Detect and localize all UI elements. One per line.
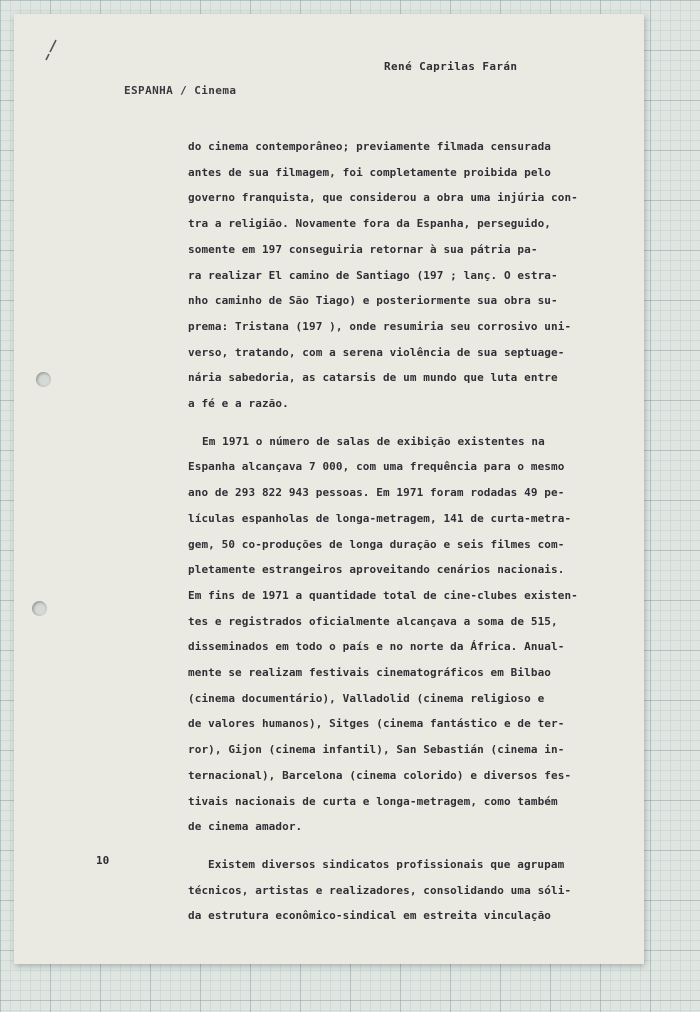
text-line: verso, tratando, com a serena violência de sua septuage- [188, 345, 565, 359]
text-line: somente em 197 conseguiria retornar à sua pátria pa- [188, 242, 538, 256]
section-heading: ESPANHA / Cinema [124, 84, 237, 97]
paragraph-3 [188, 852, 572, 929]
text-line: ror), Gijon (cinema infantil), San Sebastián (cinema in- [188, 743, 565, 757]
text-line: (cinema documentário), Valladolid (cinema religioso e [188, 691, 545, 705]
text-line: a fé e a razão. [188, 397, 289, 411]
text-line: pletamente estrangeiros aproveitando cenários nacionais. [188, 563, 565, 577]
text-line: gem, 50 co-produções de longa duração e seis filmes com- [188, 537, 565, 551]
author-name: René Caprilas Farán [384, 60, 518, 73]
paragraph-1 [188, 134, 578, 417]
text-line: do cinema contemporâneo; previamente filmada censurada [188, 140, 552, 153]
text-line: técnicos, artistas e realizadores, consolidando uma sóli- [188, 883, 572, 897]
typewritten-page [14, 14, 644, 964]
text-line: ternacional), Barcelona (cinema colorido) e diversos fes- [188, 768, 572, 782]
text-line: nho caminho de São Tiago) e posteriormente sua obra su- [188, 294, 558, 308]
pencil-mark-icon [40, 34, 64, 64]
text-line: Espanha alcançava 7 000, com uma frequência para o mesmo [188, 460, 565, 474]
text-line: mente se realizam festivais cinematográficos em Bilbao [188, 666, 552, 680]
text-line: da estrutura econômico-sindical em estreita vinculação [188, 909, 552, 923]
body-text [188, 134, 578, 929]
text-line: lículas espanholas de longa-metragem, 141 de curta-metra- [188, 511, 572, 525]
text-line: Em 1971 o número de salas de exibição existentes na [202, 434, 545, 448]
text-line: antes de sua filmagem, foi completamente proibida pelo [188, 165, 552, 179]
text-line: prema: Tristana (197 ), onde resumiria seu corrosivo uni- [188, 319, 572, 333]
text-line: disseminados em todo o país e no norte da África. Anual- [188, 640, 565, 654]
text-line: governo franquista, que considerou a obra uma injúria con- [188, 191, 578, 205]
page-number: 10 [96, 854, 110, 867]
text-line: ano de 293 822 943 pessoas. Em 1971 foram rodadas 49 pe- [188, 486, 565, 500]
text-line: de cinema amador. [188, 820, 303, 834]
text-line: nária sabedoria, as catarsis de um mundo que luta entre [188, 371, 558, 385]
text-line: Existem diversos sindicatos profissionais que agrupam [208, 857, 565, 871]
text-line: ra realizar El camino de Santiago (197 ; lanç. O estra- [188, 268, 558, 282]
paragraph-2 [188, 429, 578, 840]
punch-hole-upper [36, 372, 51, 387]
text-line: tra a religião. Novamente fora da Espanha, perseguido, [188, 217, 552, 231]
text-line: tes e registrados oficialmente alcançava a soma de 515, [188, 614, 558, 628]
text-line: tivais nacionais de curta e longa-metragem, como também [188, 794, 558, 808]
text-line: Em fins de 1971 a quantidade total de cine-clubes existen- [188, 588, 578, 602]
punch-hole-lower [32, 601, 47, 616]
text-line: de valores humanos), Sitges (cinema fantástico e de ter- [188, 717, 565, 731]
